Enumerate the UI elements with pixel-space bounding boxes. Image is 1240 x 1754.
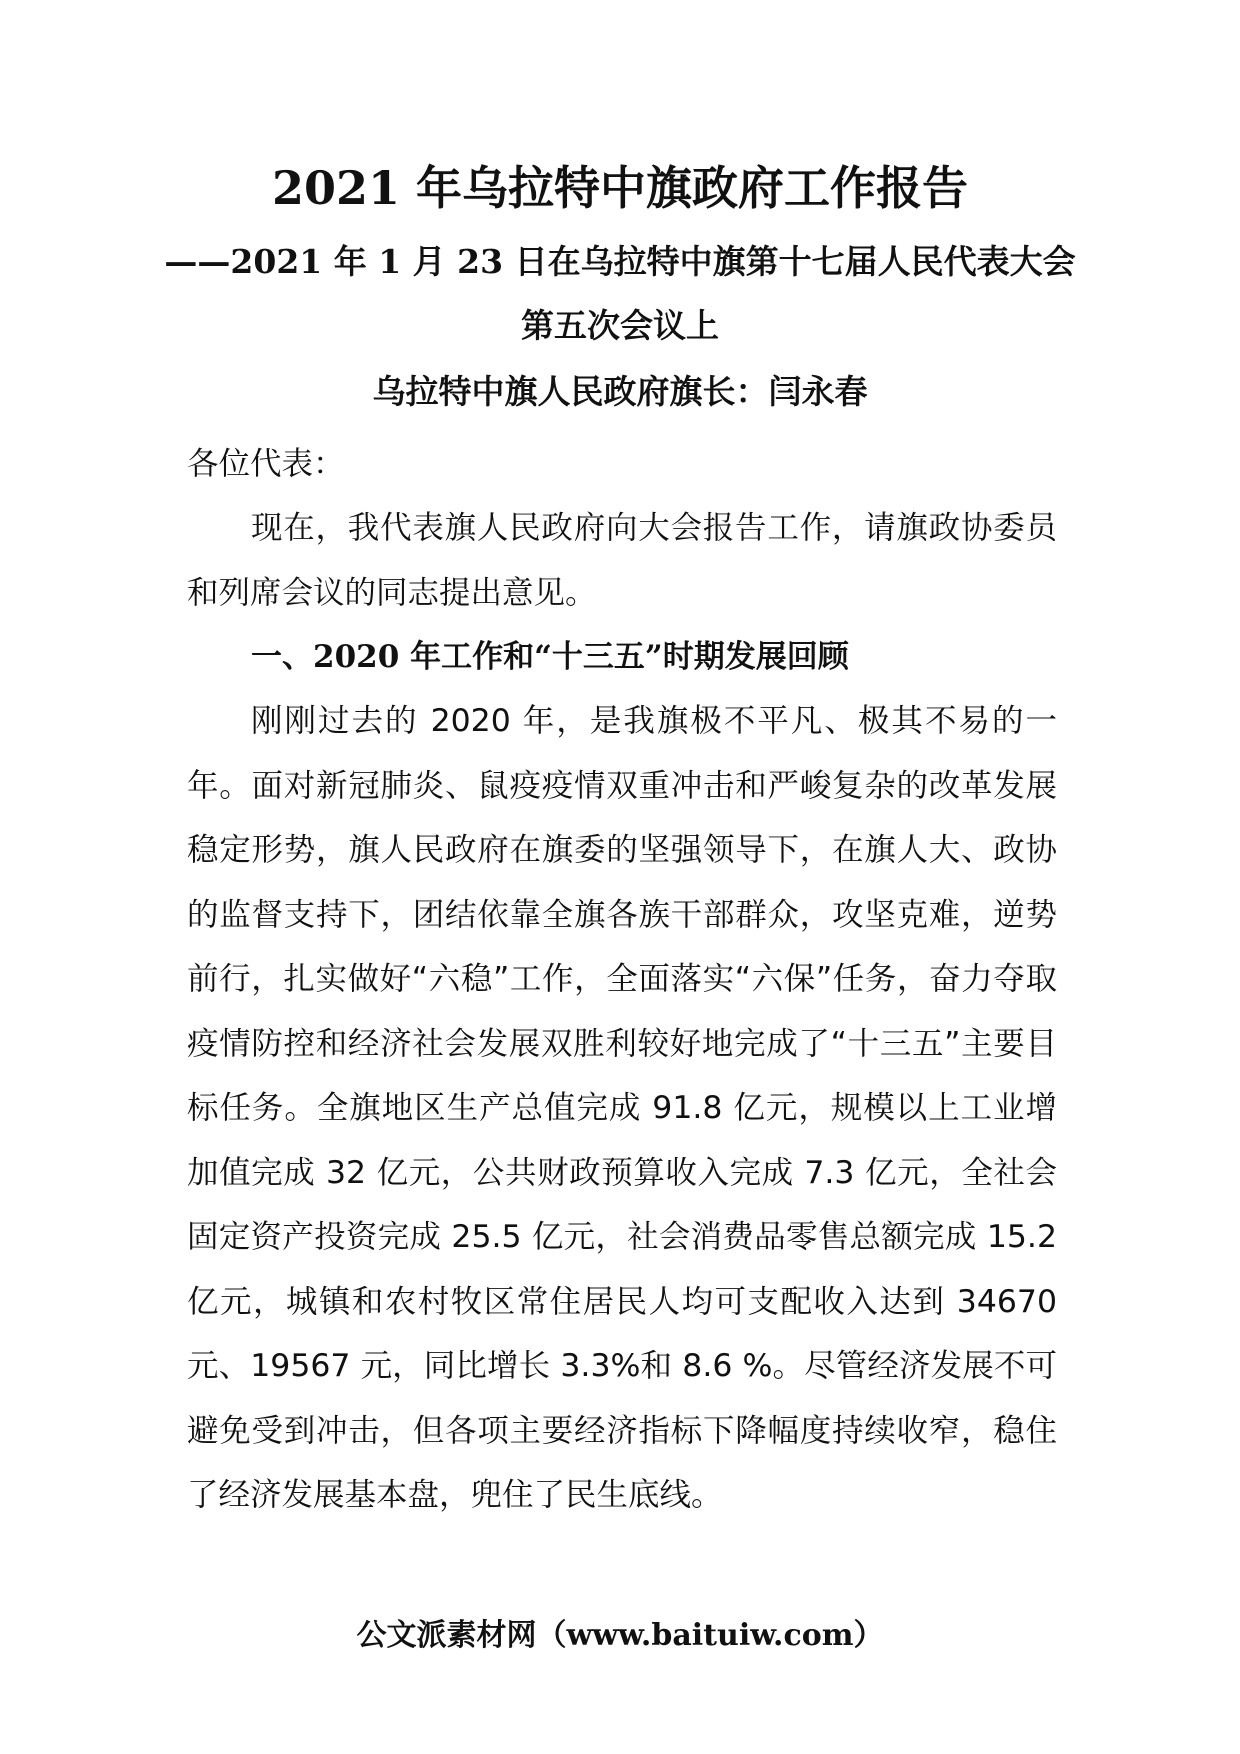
report-subtitle-line2: 第五次会议上 [521, 306, 719, 345]
footer-watermark: 公文派素材网（www.baituiw.com） [356, 1618, 884, 1653]
speaker-line: 乌拉特中旗人民政府旗长：闫永春 [372, 372, 868, 411]
report-title: 2021 年乌拉特中旗政府工作报告 [271, 161, 969, 215]
intro-paragraph: 现在，我代表旗人民政府向大会报告工作，请旗政协委员和列席会议的同志提出意见。 [187, 510, 1057, 611]
section-heading: 一、2020 年工作和“十三五”时期发展回顾 [251, 639, 849, 675]
review-paragraph: 刚刚过去的 2020 年，是我旗极不平凡、极其不易的一年。面对新冠肺炎、鼠疫疫情双重冲击和严峻复杂的改革发展稳定形势，旗人民政府在旗委的坚强领导下，在旗人大、政协的监督支持下，团结依靠全旗各族干部群众，攻坚克难，逆势前行，扎实做好“六稳”工作，全面落实“六保”任务，奋力夺取疫情防控和经济社会发展双胜利较好地完成了“十三五”主要目标任务。全旗地区生产总值完成 91.8 亿元，规模以上工业增加值完成 32 亿元，公共财政预算收入完成 7.3 亿元，全社会固定资产投资完成 25.5 亿元，社会消费品零售总额完成 15.2 亿元，城镇和农村牧区常住居民人均可支配收入达到 34670 元、19567 元，同比增长 3.3%和 8.6 %。尽管经济发展不可避免受到冲击，但各项主要经济指标下降幅度持续收窄，稳住了经济发展基本盘，兜住了民生底线。 [187, 703, 1057, 1513]
salutation: 各位代表： [187, 446, 345, 482]
report-subtitle-line1: ——2021 年 1 月 23 日在乌拉特中旗第十七届人民代表大会 [164, 242, 1076, 281]
